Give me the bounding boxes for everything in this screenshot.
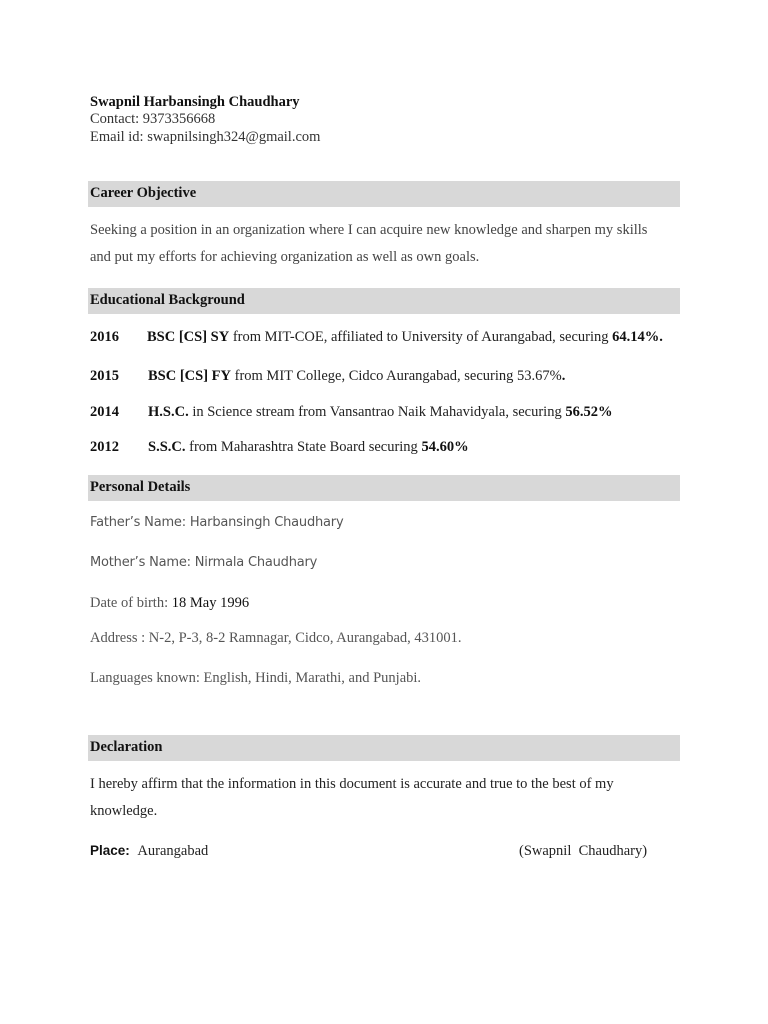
signature: (Swapnil Chaudhary) bbox=[519, 843, 648, 859]
education-year: 2012 bbox=[90, 439, 119, 455]
education-details: from MIT College, Cidco Aurangabad, securing 53.67% bbox=[230, 368, 562, 384]
education-score: 56.52% bbox=[565, 404, 613, 420]
education-degree: S.S.C. bbox=[148, 439, 186, 455]
place-label: Place: bbox=[90, 843, 130, 858]
personal-details-heading: Personal Details bbox=[90, 479, 191, 495]
contact-line bbox=[90, 111, 215, 128]
education-row bbox=[90, 368, 565, 385]
declaration-line-1: I hereby affirm that the information in this document is accurate and true to the best of my bbox=[90, 776, 614, 792]
candidate-name: Swapnil Harbansingh Chaudhary bbox=[90, 94, 300, 110]
email-label: Email id: bbox=[90, 129, 144, 145]
career-objective-text bbox=[90, 217, 690, 271]
personal-details-section-header bbox=[88, 475, 680, 501]
education-section-header bbox=[88, 288, 680, 314]
dob-value: 18 May 1996 bbox=[171, 595, 250, 611]
declaration-heading: Declaration bbox=[90, 739, 163, 755]
education-score: 54.60% bbox=[421, 439, 469, 455]
education-details: in Science stream from Vansantrao Naik Mahavidyala, securing bbox=[188, 404, 566, 420]
education-year: 2015 bbox=[90, 368, 119, 384]
address: Address : N-2, P-3, 8-2 Ramnagar, Cidco, Aurangabad, 431001. bbox=[90, 630, 462, 646]
career-objective-line-1: Seeking a position in an organization where I can acquire new knowledge and sharpen my skills bbox=[90, 222, 648, 238]
mother-name: Mother’s Name: Nirmala Chaudhary bbox=[90, 555, 318, 570]
date-of-birth bbox=[90, 595, 249, 612]
education-degree: H.S.C. bbox=[148, 404, 189, 420]
declaration-line-2: knowledge. bbox=[90, 803, 158, 819]
email-value: swapnilsingh324@gmail.com bbox=[147, 129, 321, 145]
education-heading: Educational Background bbox=[90, 292, 245, 308]
place-value: Aurangabad bbox=[137, 843, 209, 859]
declaration-section-header bbox=[88, 735, 680, 761]
education-degree: BSC [CS] SY bbox=[147, 329, 230, 345]
education-score: . bbox=[561, 368, 566, 384]
contact-value: 9373356668 bbox=[142, 111, 216, 127]
contact-label: Contact: bbox=[90, 111, 140, 127]
education-year: 2014 bbox=[90, 404, 119, 420]
place-line bbox=[90, 843, 208, 860]
education-row bbox=[90, 439, 469, 456]
dob-label: Date of birth: bbox=[90, 595, 169, 611]
education-details: from Maharashtra State Board securing bbox=[185, 439, 422, 455]
email-line bbox=[90, 129, 320, 146]
education-year: 2016 bbox=[90, 329, 119, 345]
father-name: Father’s Name: Harbansingh Chaudhary bbox=[90, 515, 344, 530]
education-degree: BSC [CS] FY bbox=[148, 368, 231, 384]
education-score: 64.14%. bbox=[612, 329, 663, 345]
education-details: from MIT-COE, affiliated to University of Aurangabad, securing bbox=[229, 329, 613, 345]
career-objective-heading: Career Objective bbox=[90, 185, 197, 201]
declaration-text bbox=[90, 771, 690, 825]
languages-known: Languages known: English, Hindi, Marathi, and Punjabi. bbox=[90, 670, 422, 686]
education-row bbox=[90, 329, 663, 346]
career-objective-line-2: and put my efforts for achieving organization as well as own goals. bbox=[90, 249, 480, 265]
education-row bbox=[90, 404, 612, 421]
career-objective-section-header bbox=[88, 181, 680, 207]
